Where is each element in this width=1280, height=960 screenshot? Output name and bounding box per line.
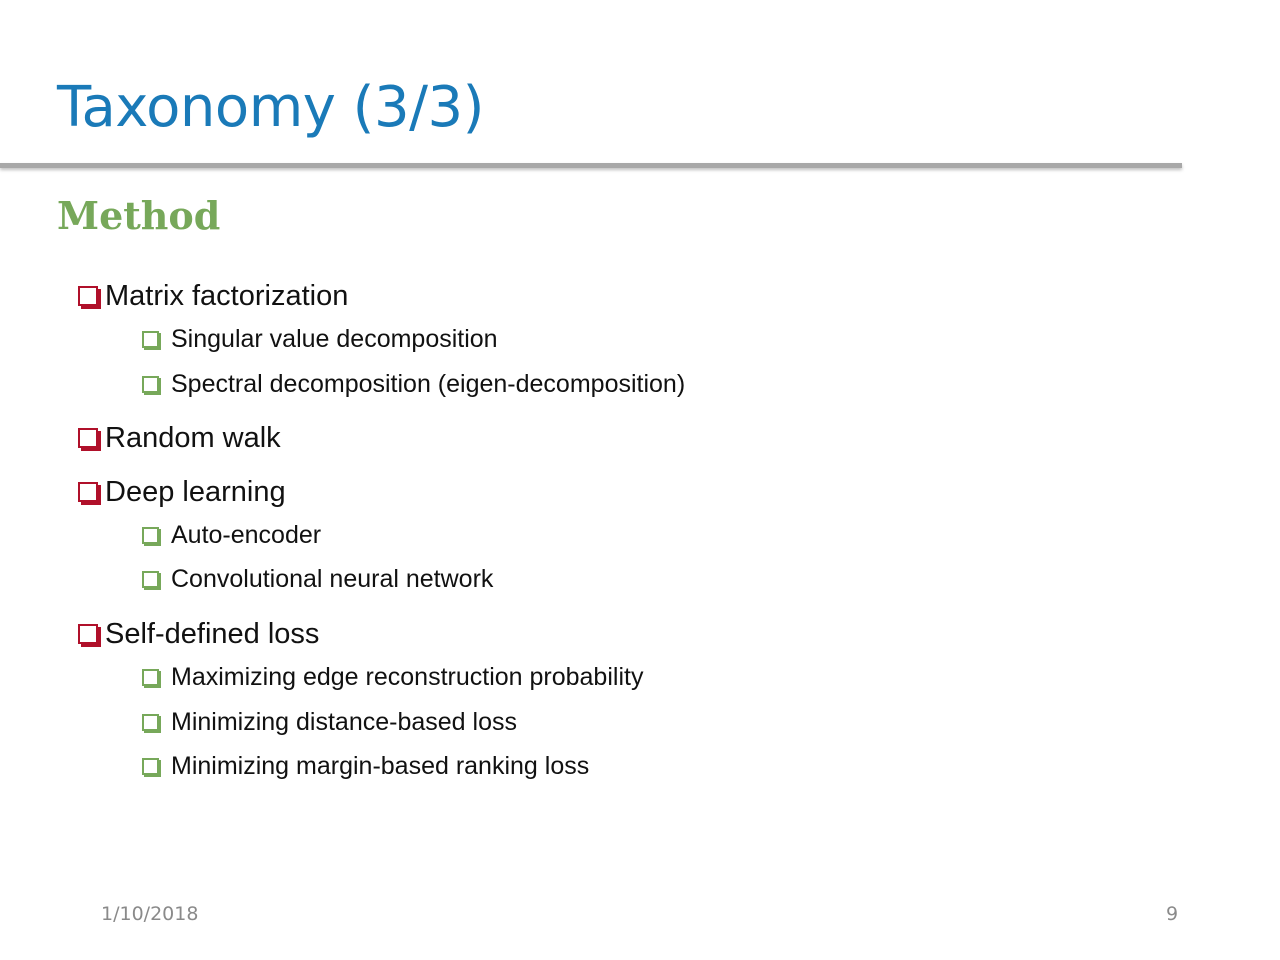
square-bullet-icon (142, 758, 159, 775)
square-bullet-icon (78, 428, 98, 448)
sub-bullet-item (142, 748, 589, 784)
sub-bullet-item (142, 517, 321, 553)
sub-bullet-label: Minimizing distance-based loss (171, 707, 517, 736)
bullet-item (78, 472, 286, 512)
bullet-label: Random walk (105, 421, 281, 454)
sub-bullet-item (142, 659, 643, 695)
page-number: 9 (1166, 903, 1179, 925)
square-bullet-icon (142, 669, 159, 686)
sub-bullet-item (142, 366, 685, 402)
square-bullet-icon (142, 714, 159, 731)
sub-bullet-item (142, 561, 493, 597)
bullet-label: Deep learning (105, 475, 286, 508)
square-bullet-icon (78, 482, 98, 502)
title-divider (0, 163, 1182, 168)
sub-bullet-item (142, 321, 498, 357)
square-bullet-icon (142, 376, 159, 393)
sub-bullet-label: Minimizing margin-based ranking loss (171, 751, 590, 780)
sub-bullet-item (142, 704, 517, 740)
bullet-item (78, 614, 319, 654)
footer-date: 1/10/2018 (101, 903, 199, 925)
square-bullet-icon (78, 286, 98, 306)
sub-bullet-label: Singular value decomposition (171, 324, 498, 353)
sub-bullet-label: Spectral decomposition (eigen-decomposition) (171, 369, 686, 398)
bullet-label: Matrix factorization (105, 279, 349, 312)
square-bullet-icon (142, 571, 159, 588)
bullet-item (78, 276, 348, 316)
square-bullet-icon (78, 624, 98, 644)
sub-bullet-label: Maximizing edge reconstruction probability (171, 662, 644, 691)
sub-bullet-label: Convolutional neural network (171, 564, 494, 593)
sub-bullet-label: Auto-encoder (171, 520, 322, 549)
square-bullet-icon (142, 527, 159, 544)
bullet-label: Self-defined loss (105, 617, 320, 650)
slide-title: Taxonomy (3/3) (57, 75, 484, 140)
bullet-item (78, 418, 281, 458)
square-bullet-icon (142, 331, 159, 348)
section-heading: Method (57, 193, 221, 238)
